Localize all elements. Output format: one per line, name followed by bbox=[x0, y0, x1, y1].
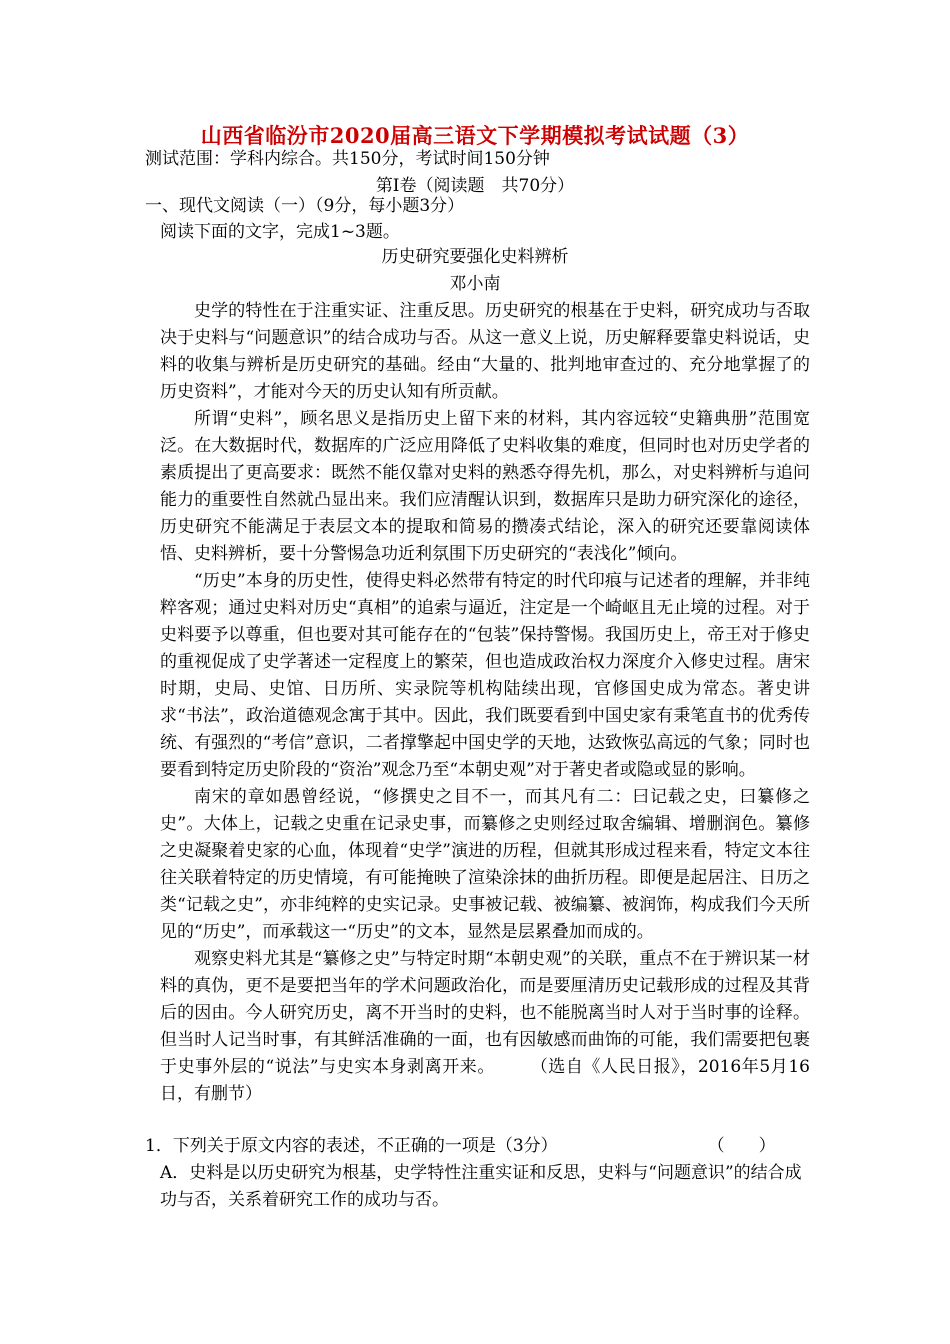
exam-title: 山西省临汾市2020届高三语文下学期模拟考试试题（3） bbox=[200, 123, 750, 148]
article-body bbox=[160, 298, 810, 1108]
question-1-option-a: A．史料是以历史研究为根基，史学特性注重实证和反思，史料与“问题意识”的结合成功与否，关系着研究工作的成功与否。 bbox=[160, 1163, 802, 1210]
question-1 bbox=[145, 1133, 810, 1214]
question-1-line bbox=[145, 1133, 810, 1160]
article-paragraph: 所谓“史料”，顾名思义是指历史上留下来的材料，其内容远较“史籍典册”范围宽泛。在大数据时代，数据库的广泛应用降低了史料收集的难度，但同时也对历史学者的素质提出了更高要求：既然不能仅靠对史料的熟悉夺得先机，那么，对史料辨析与追问能力的重要性自然就凸显出来。我们应清醒认识到，数据库只是助力研究深化的途径，历史研究不能满足于表层文本的提取和简易的攒凑式结论，深入的研究还要靠阅读体悟、史料辨析，要十分警惕急功近利氛围下历史研究的“表浅化”倾向。 bbox=[160, 409, 810, 564]
article-paragraph bbox=[160, 946, 810, 1108]
article-source: （选自《人民日报》，2016年5月16日，有删节） bbox=[160, 1057, 810, 1104]
answer-blank: （ ） bbox=[707, 1136, 776, 1156]
section-heading: 一、现代文阅读（一）（9分，每小题3分） bbox=[145, 196, 465, 216]
article-paragraph: 史学的特性在于注重实证、注重反思。历史研究的根基在于史料，研究成功与否取决于史料与“问题意识”的结合成功与否。从这一意义上说，历史解释要靠史料说话，史料的收集与辨析是历史研究的基础。经由“大量的、批判地审查过的、充分地掌握了的历史资料”，才能对今天的历史认知有所贡献。 bbox=[160, 301, 810, 402]
exam-scope: 测试范围：学科内综合。共150分，考试时间150分钟 bbox=[145, 149, 550, 169]
volume-heading: 第Ⅰ卷（阅读题 共70分） bbox=[375, 176, 575, 196]
article-title: 历史研究要强化史料辨析 bbox=[381, 247, 569, 267]
question-1-stem: 1．下列关于原文内容的表述，不正确的一项是（3分） bbox=[145, 1136, 558, 1156]
article-paragraph: “历史”本身的历史性，使得史料必然带有特定的时代印痕与记述者的理解，并非纯粹客观；通过史料对历史“真相”的追索与逼近，注定是一个崎岖且无止境的过程。对于史料要予以尊重，但也要对其可能存在的“包装”保持警惕。我国历史上，帝王对于修史的重视促成了史学著述一定程度上的繁荣，但也造成政治权力深度介入修史过程。唐宋时期，史局、史馆、日历所、实录院等机构陆续出现，官修国史成为常态。著史讲求“书法”，政治道德观念寓于其中。因此，我们既要看到中国史家有秉笔直书的优秀传统、有强烈的“考信”意识，二者撑擎起中国史学的天地，达致恢弘高远的气象；同时也要看到特定历史阶段的“资治”观念乃至“本朝史观”对于著史者或隐或显的影响。 bbox=[160, 571, 810, 780]
article-paragraph: 南宋的章如愚曾经说，“修撰史之目不一，而其凡有二：曰记载之史，曰纂修之史”。大体上，记载之史重在记录史事，而纂修之史则经过取舍编辑、增删润色。纂修之史凝聚着史家的心血，体现着“史学”演进的历程，但就其形成过程来看，特定文本往往关联着特定的历史情境，有可能掩映了渲染涂抹的曲折历程。即便是起居注、日历之类“记载之史”，亦非纯粹的史实记录。史事被记载、被编纂、被润饰，构成我们今天所见的“历史”，而承载这一“历史”的文本，显然是层累叠加而成的。 bbox=[160, 787, 810, 942]
reading-instruction: 阅读下面的文字，完成1~3题。 bbox=[160, 222, 400, 242]
article-paragraph-text: 观察史料尤其是“纂修之史”与特定时期“本朝史观”的关联，重点不在于辨识某一材料的真伪，更不是要把当年的学术问题政治化，而是要厘清历史记载形成的过程及其背后的因由。今人研究历史，离不开当时的史料，也不能脱离当时人对于当时事的诠释。但当时人记当时事，有其鲜活准确的一面，也有因敏感而曲饰的可能，我们需要把包裹于史事外层的“说法”与史实本身剥离开来。 bbox=[160, 949, 810, 1077]
article-author: 邓小南 bbox=[449, 274, 501, 294]
